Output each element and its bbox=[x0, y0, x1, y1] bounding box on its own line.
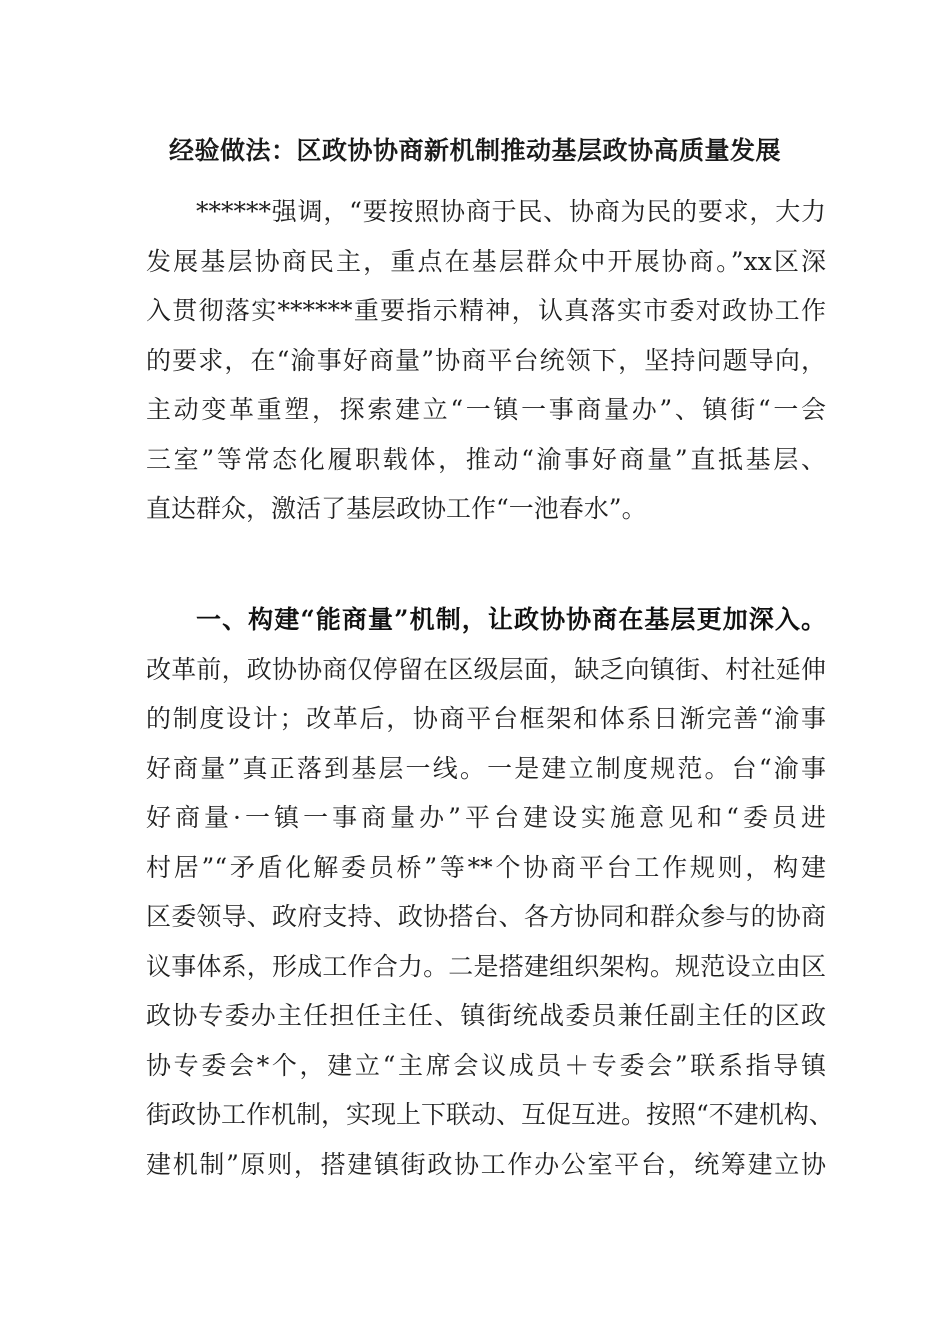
paragraph-line: 入贯彻落实******重要指示精神，认真落实市委对政协工作 bbox=[146, 296, 826, 325]
paragraph-line: 政协专委办主任担任主任、镇街统战委员兼任副主任的区政 bbox=[146, 1001, 826, 1030]
intro-paragraph bbox=[146, 187, 826, 534]
paragraph-line: 发展基层协商民主，重点在基层群众中开展协商。”xx区深 bbox=[146, 246, 826, 276]
section1-paragraph bbox=[146, 595, 834, 1189]
paragraph-line: 的要求，在“渝事好商量”协商平台统领下，坚持问题导向， bbox=[146, 345, 826, 375]
paragraph-line: 主动变革重塑，探索建立“一镇一事商量办”、镇街“一会 bbox=[146, 395, 826, 424]
document-title: 经验做法：区政协协商新机制推动基层政协高质量发展 bbox=[168, 136, 781, 165]
paragraph-line: 直达群众，激活了基层政协工作“一池春水”。 bbox=[146, 494, 647, 523]
paragraph-line: 建机制”原则，搭建镇街政协工作办公室平台，统筹建立协 bbox=[146, 1149, 826, 1179]
paragraph-line: 三室”等常态化履职载体，推动“渝事好商量”直抵基层、 bbox=[146, 444, 826, 474]
paragraph-line: 改革前，政协协商仅停留在区级层面，缺乏向镇街、村社延伸 bbox=[146, 654, 826, 684]
paragraph-line: 街政协工作机制，实现上下联动、互促互进。按照“不建机构、 bbox=[146, 1100, 834, 1129]
paragraph-line: ******强调，“要按照协商于民、协商为民的要求，大力 bbox=[196, 197, 826, 226]
paragraph-line: 的制度设计；改革后，协商平台框架和体系日渐完善“渝事 bbox=[146, 704, 826, 733]
paragraph-line: 议事体系，形成工作合力。二是搭建组织架构。规范设立由区 bbox=[146, 951, 826, 981]
section1-heading: 一、构建“能商量”机制，让政协协商在基层更加深入。 bbox=[196, 605, 826, 634]
paragraph-line: 协专委会*个，建立“主席会议成员＋专委会”联系指导镇 bbox=[146, 1050, 826, 1080]
paragraph-line: 好商量·一镇一事商量办”平台建设实施意见和“委员进 bbox=[146, 803, 826, 832]
paragraph-line: 村居”“矛盾化解委员桥”等**个协商平台工作规则，构建 bbox=[146, 852, 826, 882]
paragraph-line: 区委领导、政府支持、政协搭台、各方协同和群众参与的协商 bbox=[146, 902, 826, 931]
paragraph-line: 好商量”真正落到基层一线。一是建立制度规范。台“渝事 bbox=[146, 753, 826, 783]
